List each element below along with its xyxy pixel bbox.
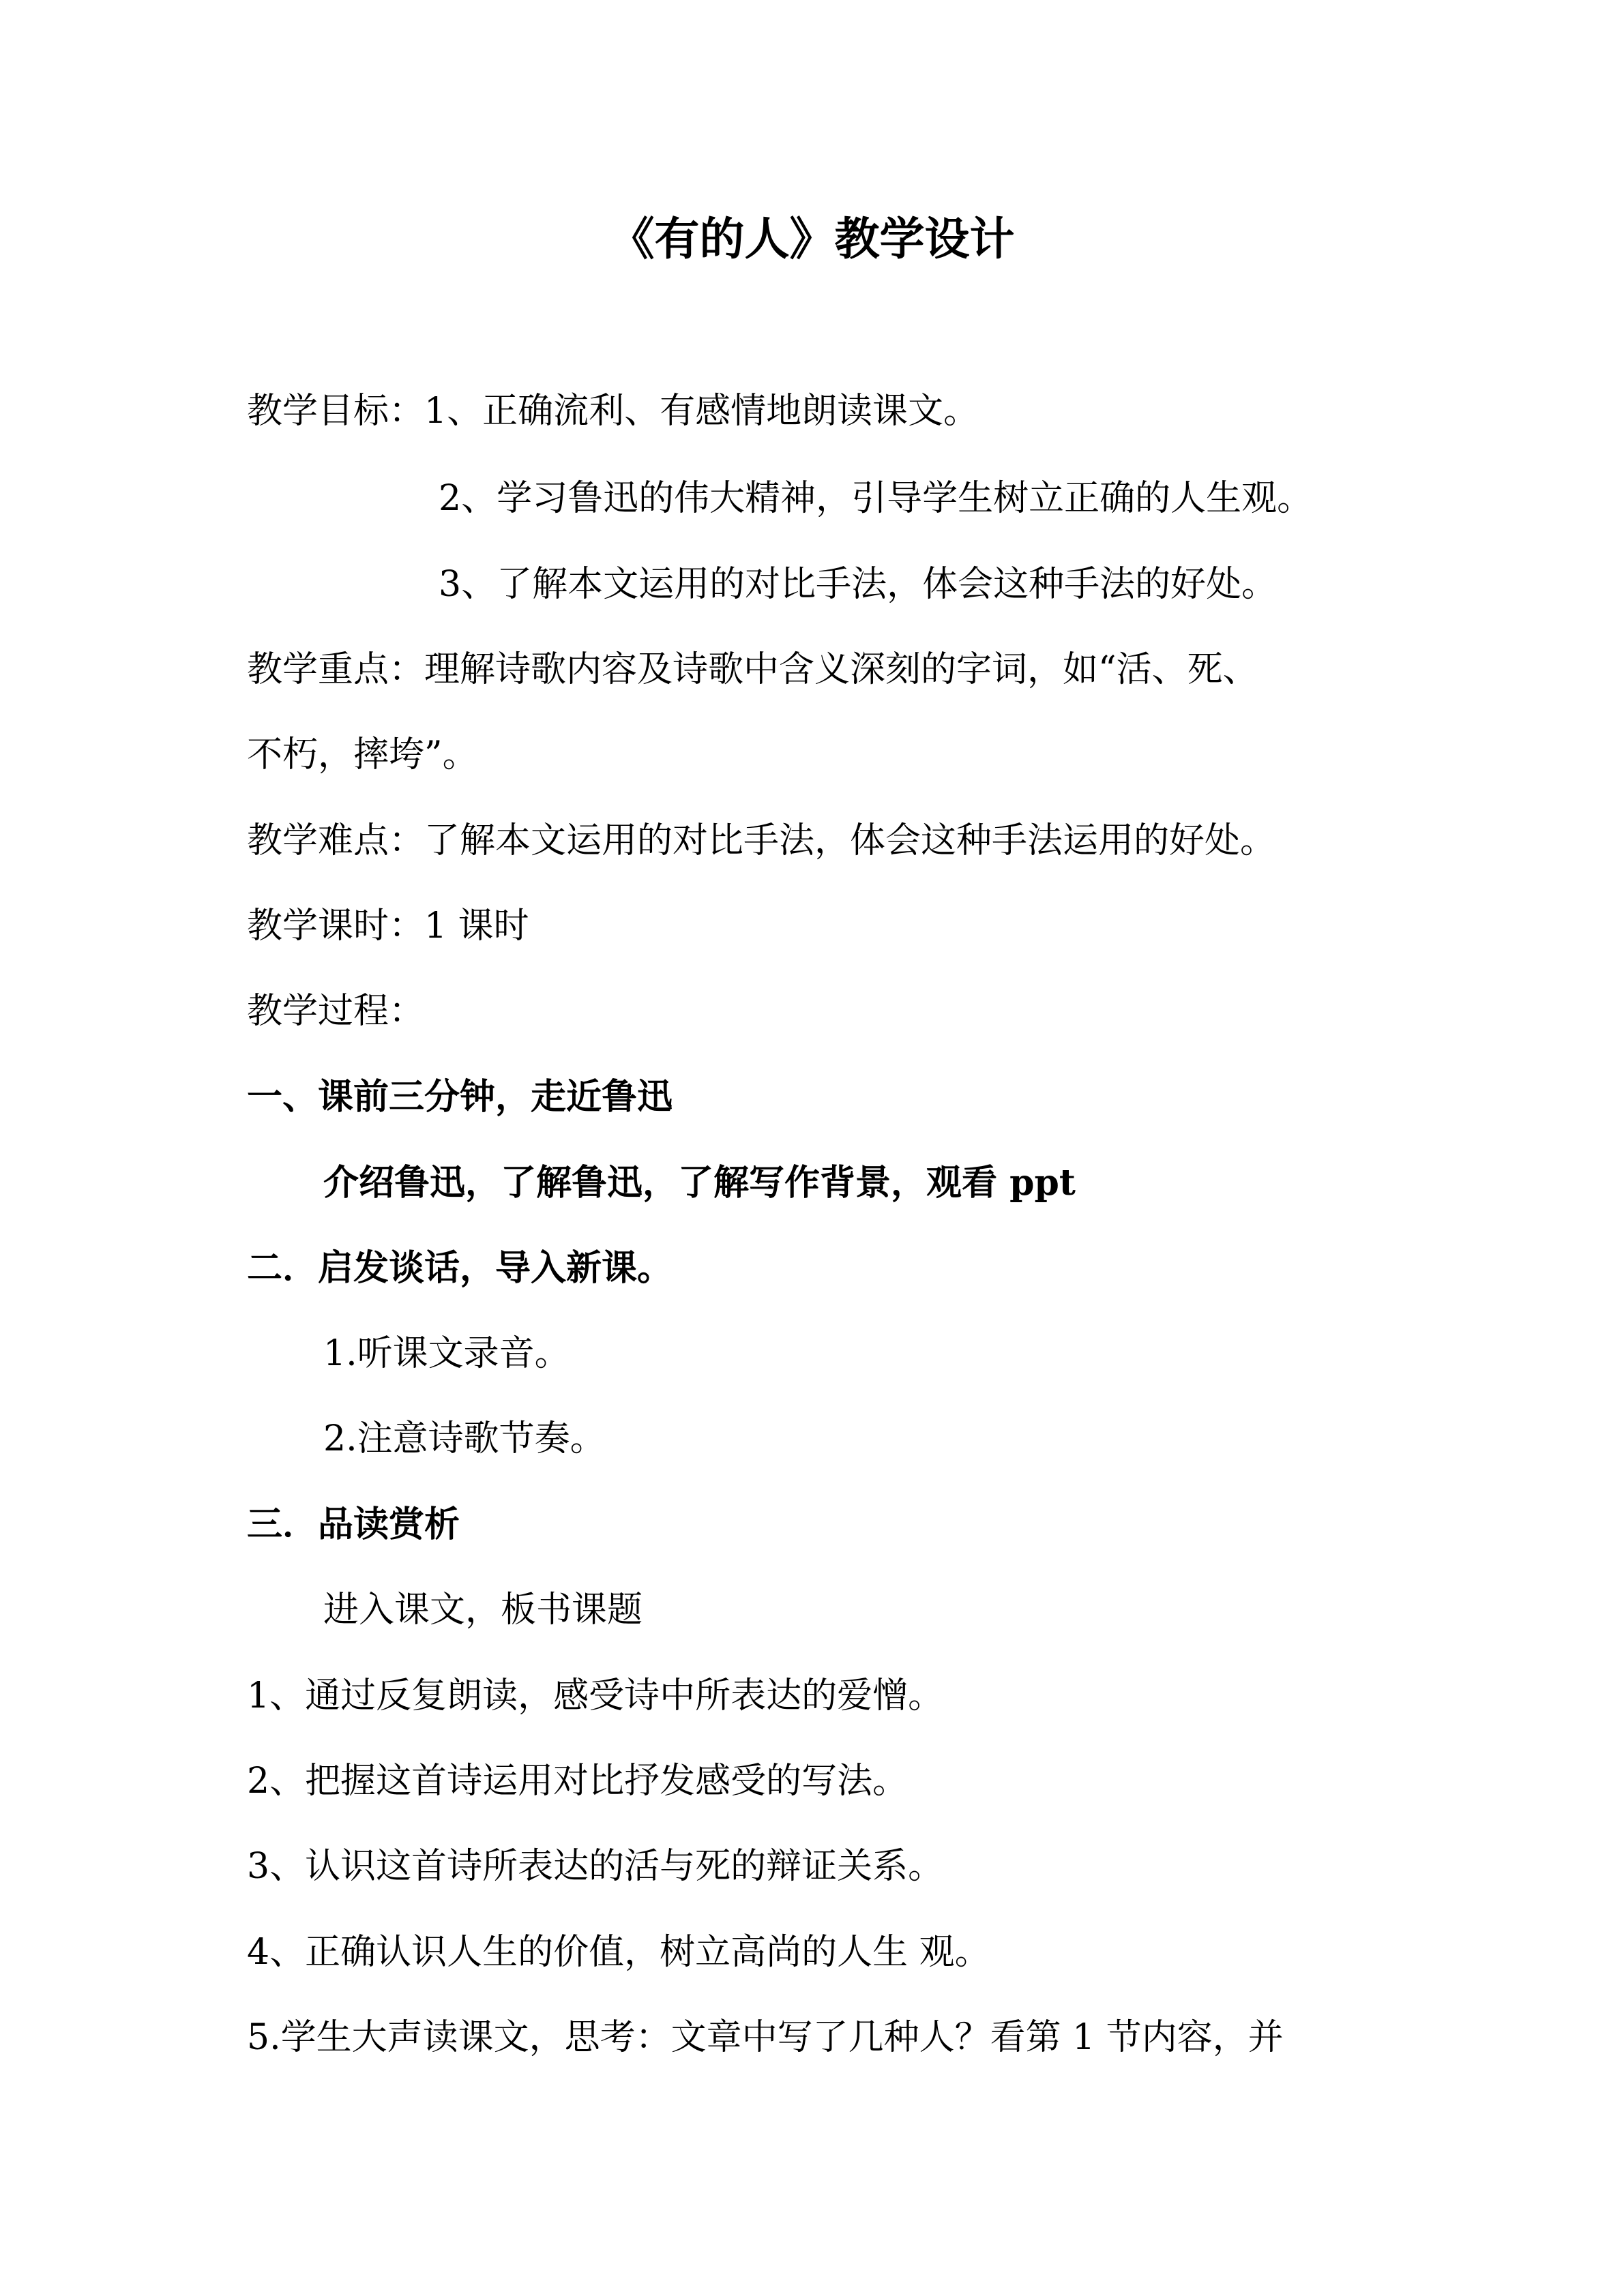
teaching-key-point-continued: 不朽，摔垮”。 <box>247 734 478 775</box>
section-three-item-5: 5.学生大声读课文，思考：文章中写了几种人？看第 1 节内容，并 <box>247 2017 1284 2058</box>
teaching-goal-1: 教学目标：1、正确流利、有感情地朗读课文。 <box>247 391 979 432</box>
section-three-item-1: 1、通过反复朗读，感受诗中所表达的爱憎。 <box>247 1675 944 1716</box>
teaching-goal-3: 3、了解本文运用的对比手法，体会这种手法的好处。 <box>439 564 1278 605</box>
section-three-item-4: 4、正确认识人生的价值，树立高尚的人生 观。 <box>247 1932 990 1973</box>
teaching-hours: 教学课时：1 课时 <box>247 906 529 946</box>
section-two-item-1: 1.听课文录音。 <box>323 1333 570 1374</box>
section-three-heading: 三．品读赏析 <box>247 1504 460 1545</box>
document-title: 《有的人》教学设计 <box>609 212 1015 265</box>
section-three-intro: 进入课文，板书课题 <box>323 1590 643 1630</box>
teaching-difficulty: 教学难点：了解本文运用的对比手法，体会这种手法运用的好处。 <box>247 820 1276 861</box>
section-three-item-2: 2、把握这首诗运用对比抒发感受的写法。 <box>247 1761 909 1802</box>
section-three-item-3: 3、认识这首诗所表达的活与死的辩证关系。 <box>247 1846 944 1887</box>
section-two-item-2: 2.注意诗歌节奏。 <box>323 1418 606 1459</box>
teaching-key-point: 教学重点：理解诗歌内容及诗歌中含义深刻的字词，如“活、死、 <box>247 649 1258 690</box>
teaching-goal-2: 2、学习鲁迅的伟大精神，引导学生树立正确的人生观。 <box>439 478 1313 519</box>
teaching-process-heading: 教学过程： <box>247 991 425 1032</box>
section-one-heading: 一、课前三分钟，走近鲁迅 <box>247 1076 673 1118</box>
section-two-heading: 二．启发谈话，导入新课。 <box>247 1247 673 1289</box>
section-one-detail: 介绍鲁迅，了解鲁迅，了解写作背景，观看 ppt <box>323 1162 1076 1204</box>
